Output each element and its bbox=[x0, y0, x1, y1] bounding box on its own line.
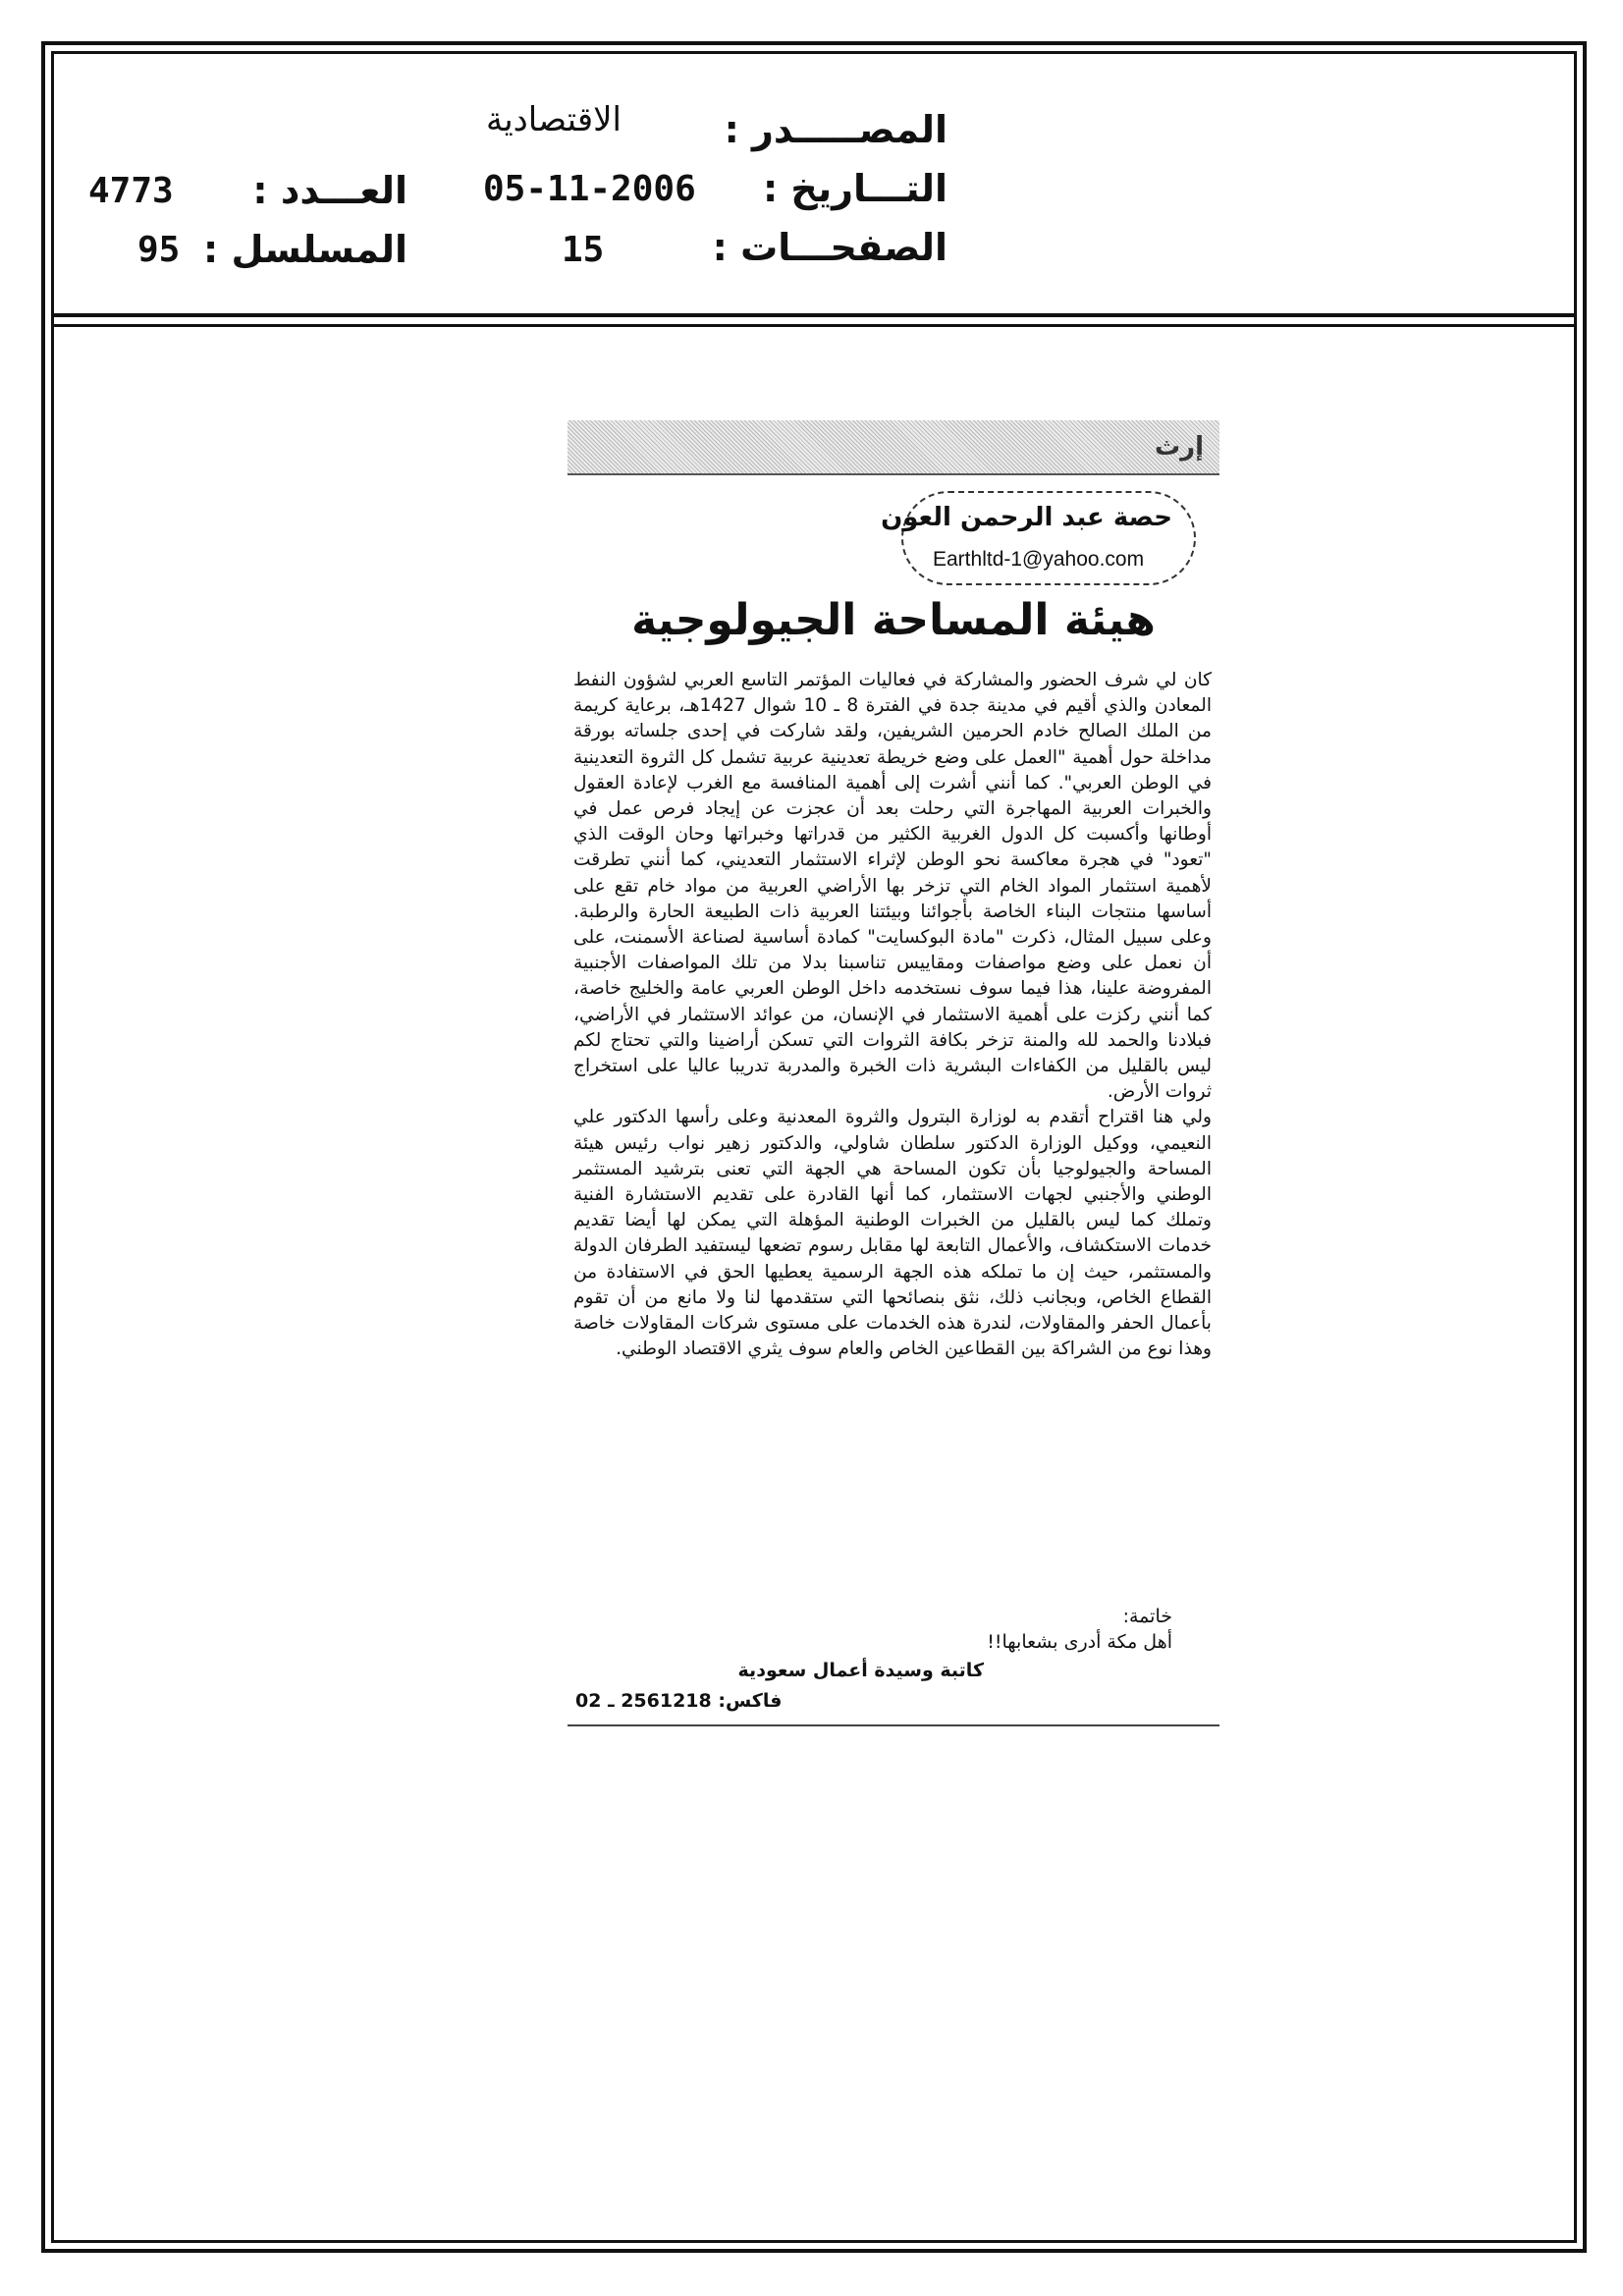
author-box bbox=[881, 491, 1196, 585]
pages-label: الصفحـــات : bbox=[712, 226, 947, 269]
newspaper-clipping bbox=[568, 420, 1219, 1736]
article-title: هيئة المساحة الجيولوجية bbox=[631, 595, 1156, 645]
serial-value: 95 bbox=[137, 230, 181, 270]
header-divider-inner bbox=[51, 324, 1577, 327]
author-email: Earthltd-1@yahoo.com bbox=[933, 548, 1145, 571]
closing-label: خاتمة: bbox=[1122, 1606, 1172, 1627]
pages-value: 15 bbox=[562, 230, 605, 270]
fax-number: فاكس: 2561218 ـ 02 bbox=[575, 1690, 783, 1712]
source-value: الاقتصادية bbox=[485, 100, 622, 139]
issue-label: العـــدد : bbox=[252, 169, 407, 212]
column-header-bar bbox=[568, 420, 1219, 475]
date-label: التـــاريخ : bbox=[763, 167, 947, 210]
article-paragraph: ولي هنا اقتراح أتقدم به لوزارة البترول والثروة المعدنية وعلى رأسها الدكتور علي النعيمي، ووكيل الوزارة الدكتور سلطان شاولي، والدكتور زهير نواب رئيس هيئة المساحة والجيولوجيا بأن تكون المساحة هي الجهة التي تعنى بترشيد المستثمر الوطني والأجنبي لجهات الاستثمار، كما أنها القادرة على تقديم الاستشارة الفنية وتملك كما ليس بالقليل من الخبرات الوطنية المؤهلة التي يمكن لها أيضا تقديم خدمات الاستكشاف، والأعمال التابعة لها مقابل رسوم تضعها ليستفيد الطرفان الدولة والمستثمر، حيث إن ما تملكه هذه الجهة الرسمية يعطيها الحق في الاستفادة من القطاع الخاص، وبجانب ذلك، نثق بنصائحها التي ستقدمها لنا ولا مانع من أن تقوم بأعمال الحفر والمقاولات، لندرة هذه الخدمات على مستوى شركات المقاولات خاصة وهذا نوع من الشراكة بين القطاعين الخاص والعام سوف يثري الاقتصاد الوطني. bbox=[573, 1107, 1212, 1360]
author-name: حصة عبد الرحمن العون bbox=[881, 503, 1172, 532]
date-value: 05-11-2006 bbox=[483, 169, 696, 209]
serial-label: المسلسل : bbox=[203, 228, 407, 271]
clipping-bottom-rule bbox=[568, 1724, 1219, 1726]
header-divider bbox=[51, 313, 1577, 317]
article-paragraph: كان لي شرف الحضور والمشاركة في فعاليات المؤتمر التاسع العربي لشؤون النفط المعادن والذي أقيم في مدينة جدة في الفترة 8 ـ 10 شوال 1427هـ، برعاية كريمة من الملك الصالح خادم الحرمين الشريفين، ولقد شاركت في إحدى جلساته بورقة مداخلة حول أهمية "العمل على وضع خريطة تعدينية عربية تشمل كل الثروة التعدينية في الوطن العربي". كما أنني أشرت إلى أهمية المنافسة مع الغرب لإعادة العقول والخبرات العربية المهاجرة التي رحلت بعد أن عجزت عن إيجاد فرص عمل في أوطانها وأكسبت كل الدول الغربية الكثير من قدراتها وخبراتها وحان الوقت الذي "تعود" في هجرة معاكسة نحو الوطن لإثراء الاستثمار التعديني، كما أنني تطرقت لأهمية استثمار المواد الخام التي تزخر بها الأراضي العربية من مواد خام تقع على أساسها منتجات البناء الخاصة بأجوائنا وبيئتنا العربية ذات الطبيعة الحارة والرطبة. وعلى سبيل المثال، ذكرت "مادة البوكسايت" كمادة أساسية لصناعة الأسمنت، على أن نعمل على وضع مواصفات ومقاييس تناسبنا بدلا من تلك المواصفات الأجنبية المفروضة علينا، هذا فيما سوف نستخدمه داخل الوطن العربي عامة والخليج خاصة، كما أنني ركزت على أهمية الاستثمار في الإنسان، من عوائد الاستثمار في الأراضي، فبلادنا والحمد لله والمنة تزخر بكافة الثروات التي تسكن أراضينا والتي تحتاج لكم ليس بالقليل من الكفاءات البشرية ذات الخبرة والمدربة تدريبا عاليا على استخراج ثروات الأرض. bbox=[573, 670, 1212, 1103]
source-label: المصـــــدر : bbox=[724, 108, 947, 151]
column-label: إرث bbox=[1154, 432, 1204, 462]
author-signature: كاتبة وسيدة أعمال سعودية bbox=[737, 1660, 984, 1681]
issue-value: 4773 bbox=[88, 171, 174, 211]
closing-block bbox=[987, 1604, 1172, 1655]
closing-text: أهل مكة أدرى بشعابها!! bbox=[987, 1631, 1172, 1653]
article-body bbox=[573, 668, 1212, 1362]
